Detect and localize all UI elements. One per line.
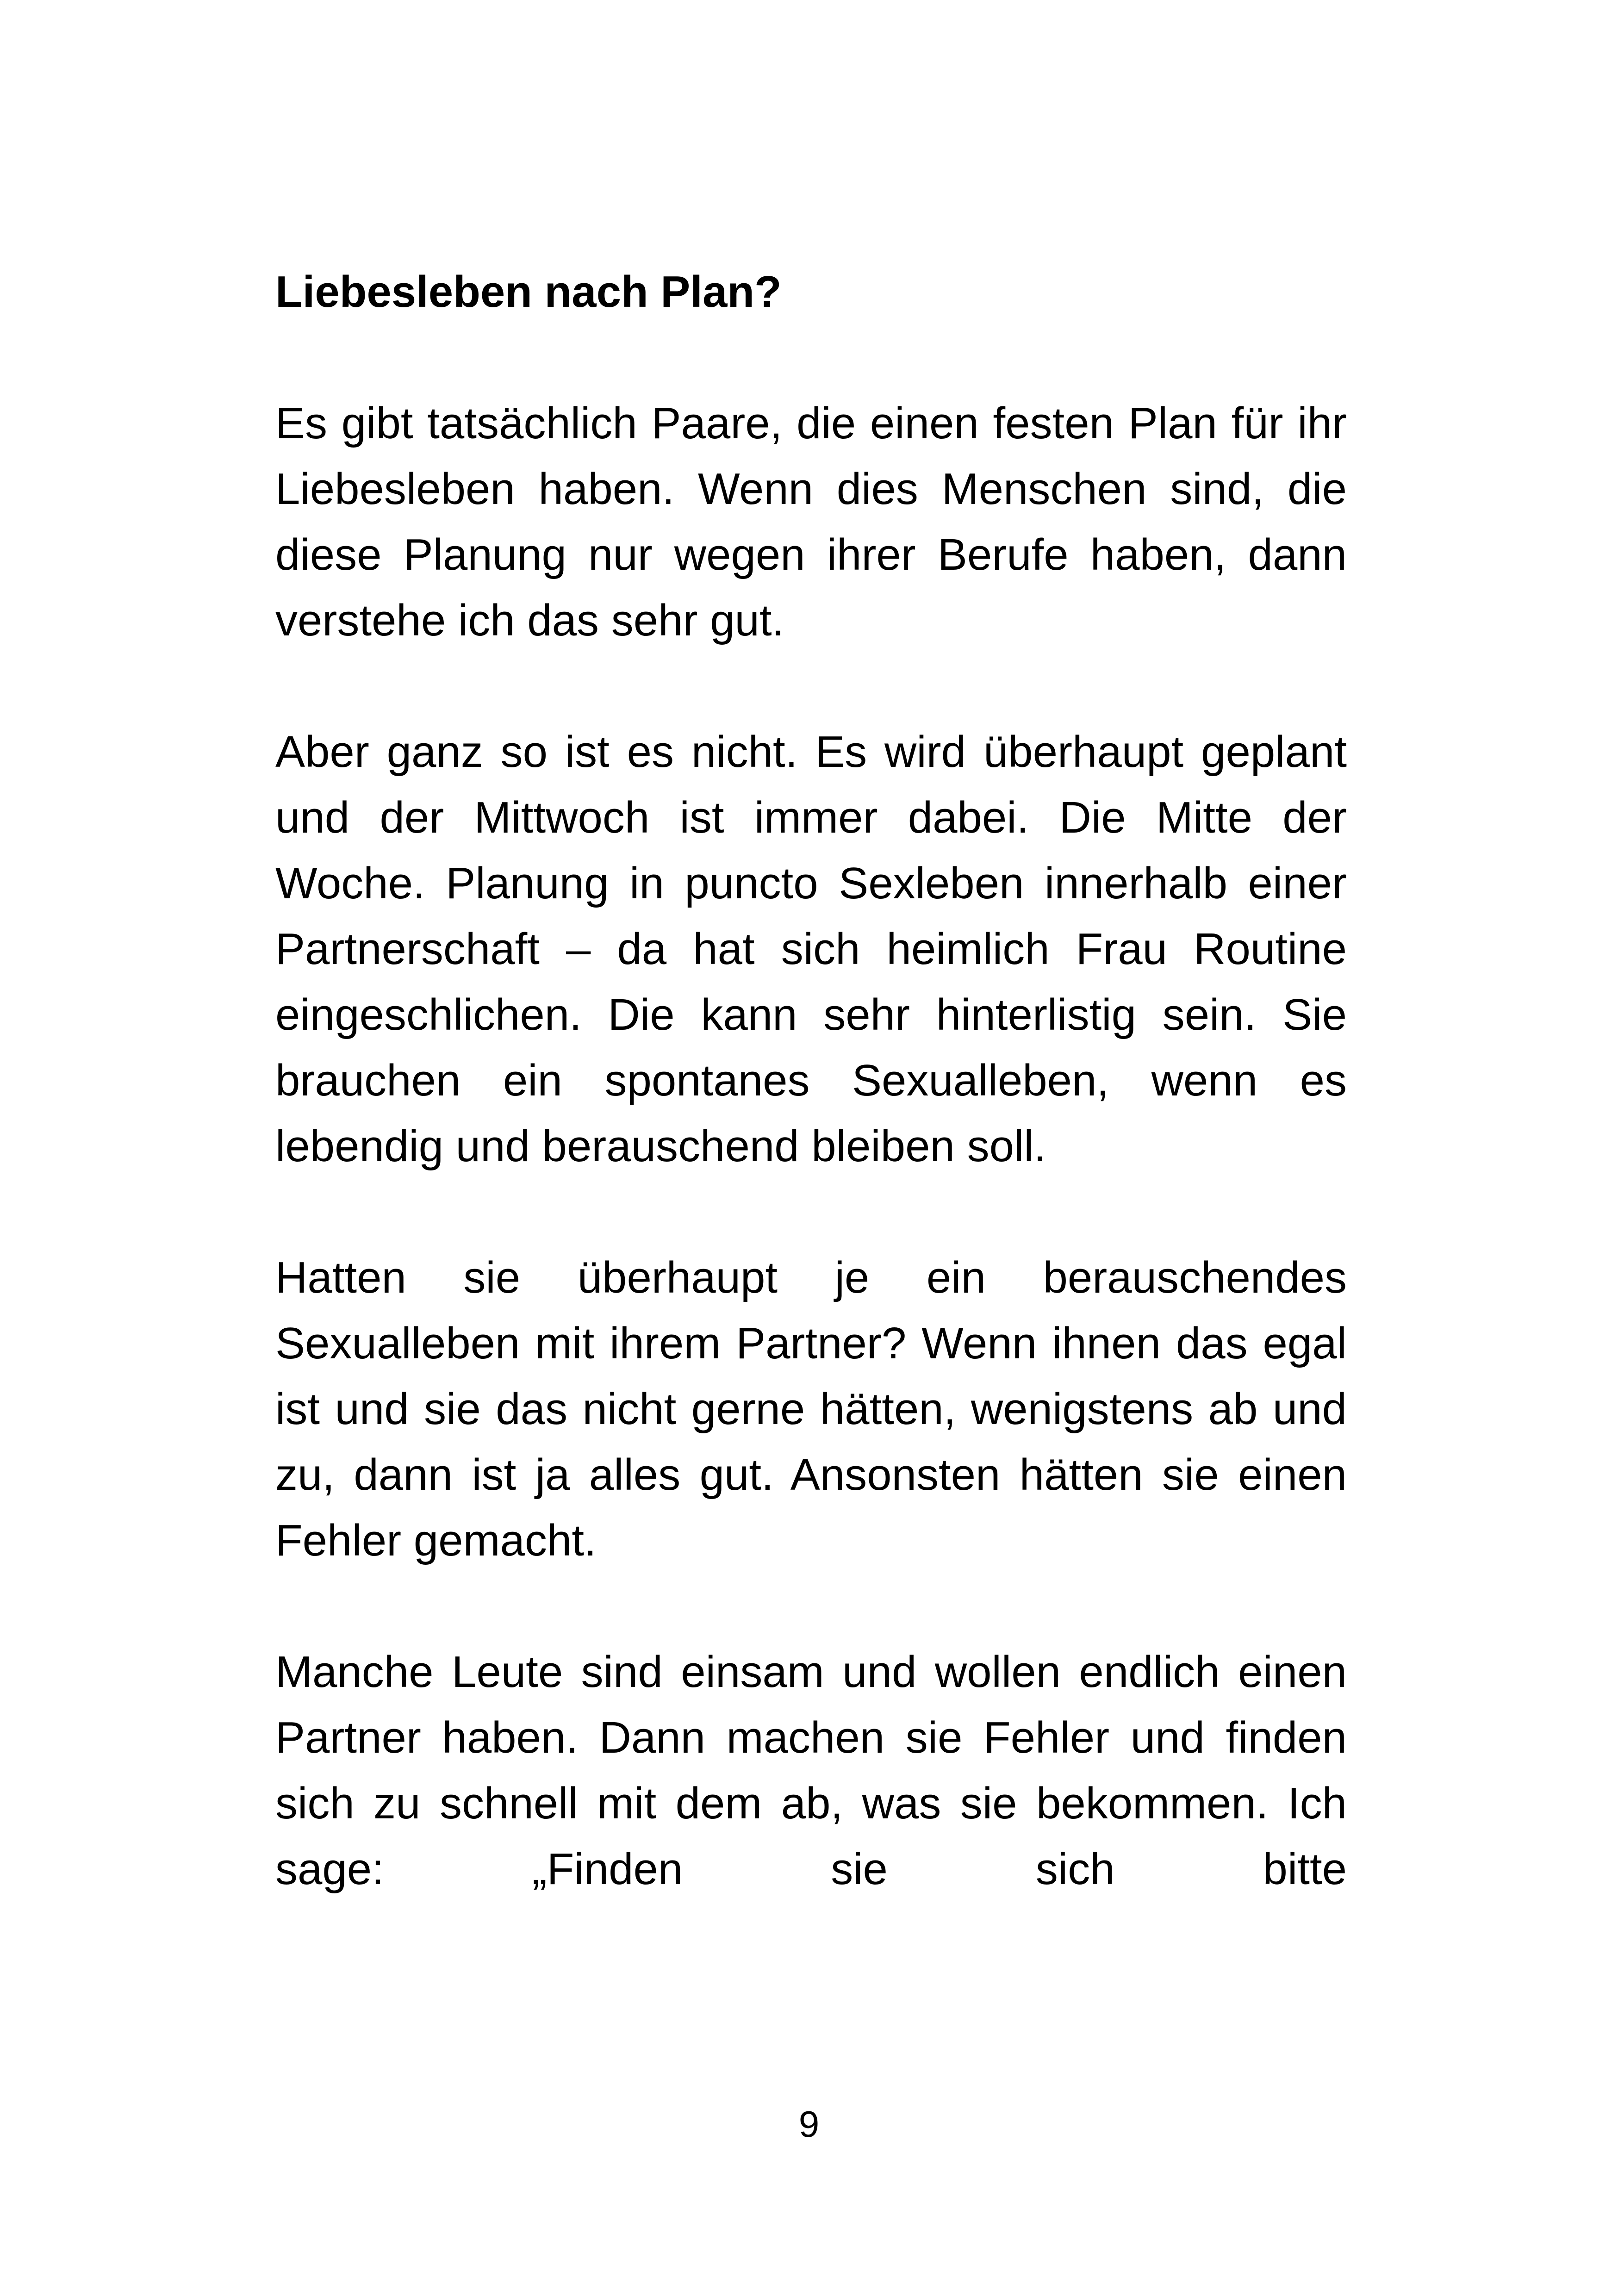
page-number: 9 xyxy=(798,2103,820,2145)
page-content xyxy=(275,259,1347,1902)
paragraph: Hatten sie überhaupt je ein berauschendes Sexualleben mit ihrem Partner? Wenn ihnen das egal ist und sie das nicht gerne hätten, wenigstens ab und zu, dann ist ja alles gut. Ansonsten hätten sie einen Fehler gemacht. xyxy=(275,1253,1347,1565)
paragraph: Manche Leute sind einsam und wollen endlich einen Partner haben. Dann machen sie Fehler und finden sich zu schnell mit dem ab, was sie bekommen. Ich sage: „Finden sie sich bitte xyxy=(275,1647,1347,1894)
paragraph: Es gibt tatsächlich Paare, die einen festen Plan für ihr Liebesleben haben. Wenn dies Menschen sind, die diese Planung nur wegen ihrer Berufe haben, dann verstehe ich das sehr gut. xyxy=(275,398,1347,645)
paragraph: Aber ganz so ist es nicht. Es wird überhaupt geplant und der Mittwoch ist immer dabei. Die Mitte der Woche. Planung in puncto Sexleben innerhalb einer Partnerschaft – da hat sich heimlich Frau Routine eingeschlichen. Die kann sehr hinterlistig sein. Sie brauchen ein spontanes Sexualleben, wenn es lebendig und berauschend bleiben soll. xyxy=(275,727,1347,1171)
section-heading: Liebesleben nach Plan? xyxy=(275,267,782,317)
